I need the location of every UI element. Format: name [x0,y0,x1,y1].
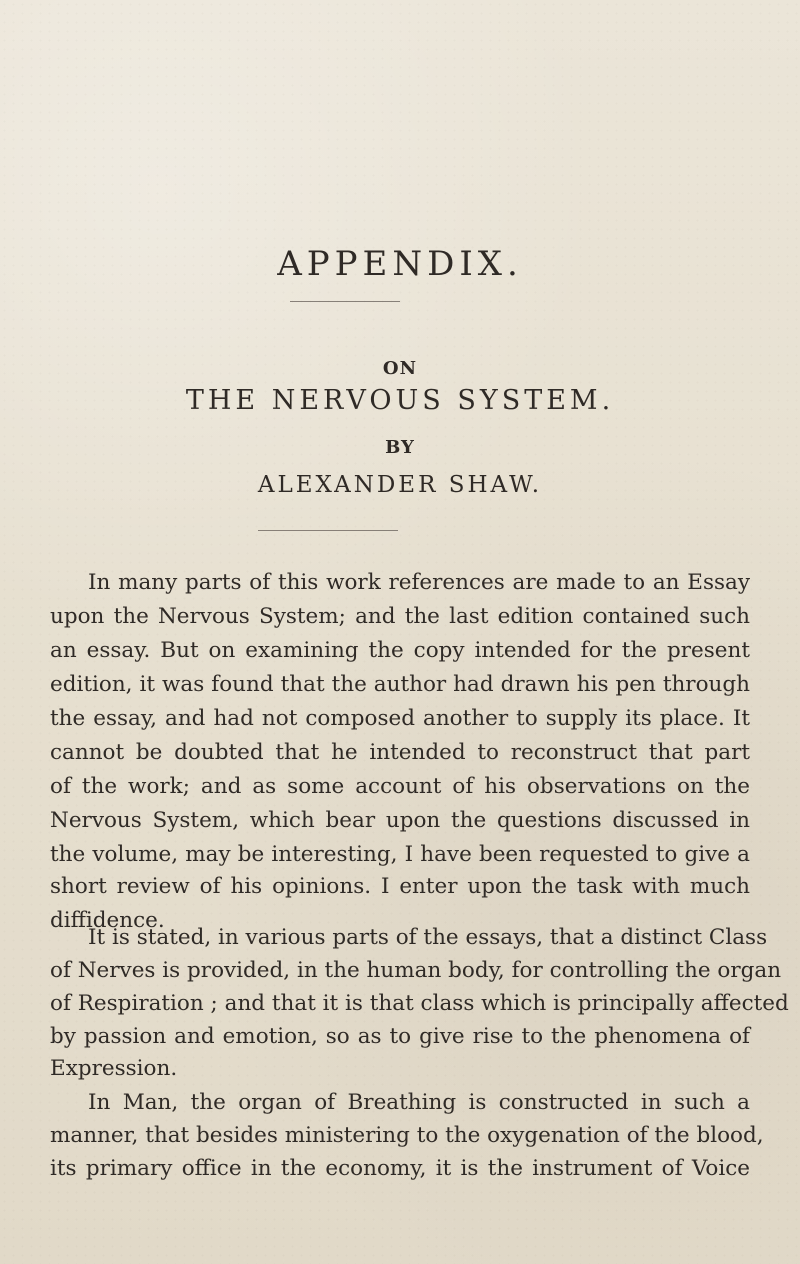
paragraph-1-line-8: Nervous System, which bear upon the questions discussed in [50,808,750,833]
paragraph-2-line-3: of Respiration ; and that it is that class which is principally affected [50,991,789,1016]
paragraph-1-line-10: short review of his opinions. I enter upon the task with much [50,874,750,899]
subject-title: THE NERVOUS SYSTEM. [185,385,615,416]
paragraph-3-line-2: manner, that besides ministering to the oxygenation of the blood, [50,1123,764,1148]
paragraph-1-line-3: an essay. But on examining the copy intended for the present [50,638,750,663]
appendix-title: APPENDIX. [277,244,523,284]
paragraph-1-line-7: of the work; and as some account of his observations on the [50,774,750,799]
on-label: ON [382,358,418,379]
title-rule [290,301,400,302]
paragraph-2-line-5: Expression. [50,1056,178,1081]
author-name: ALEXANDER SHAW. [257,472,543,498]
paragraph-1-line-11: diffidence. [50,908,165,933]
paragraph-3-line-1: In Man, the organ of Breathing is constructed in such a [88,1090,750,1115]
paragraph-2-line-4: by passion and emotion, so as to give rise to the phenomena of [50,1024,750,1049]
author-rule [258,530,398,531]
paragraph-1-line-4: edition, it was found that the author had drawn his pen through [50,672,750,697]
paragraph-1-line-5: the essay, and had not composed another to supply its place. It [50,706,750,731]
paragraph-3-line-3: its primary office in the economy, it is the instrument of Voice [50,1156,750,1181]
paragraph-1-line-9: the volume, may be interesting, I have been requested to give a [50,842,750,867]
paragraph-1-line-1: In many parts of this work references are made to an Essay [88,570,750,595]
paragraph-2-line-1: It is stated, in various parts of the essays, that a distinct Class [88,925,768,950]
by-label: BY [385,437,415,458]
paragraph-1-line-2: upon the Nervous System; and the last edition contained such [50,604,750,629]
paragraph-1-line-6: cannot be doubted that he intended to reconstruct that part [50,740,750,765]
paragraph-2-line-2: of Nerves is provided, in the human body, for controlling the organ [50,958,782,983]
